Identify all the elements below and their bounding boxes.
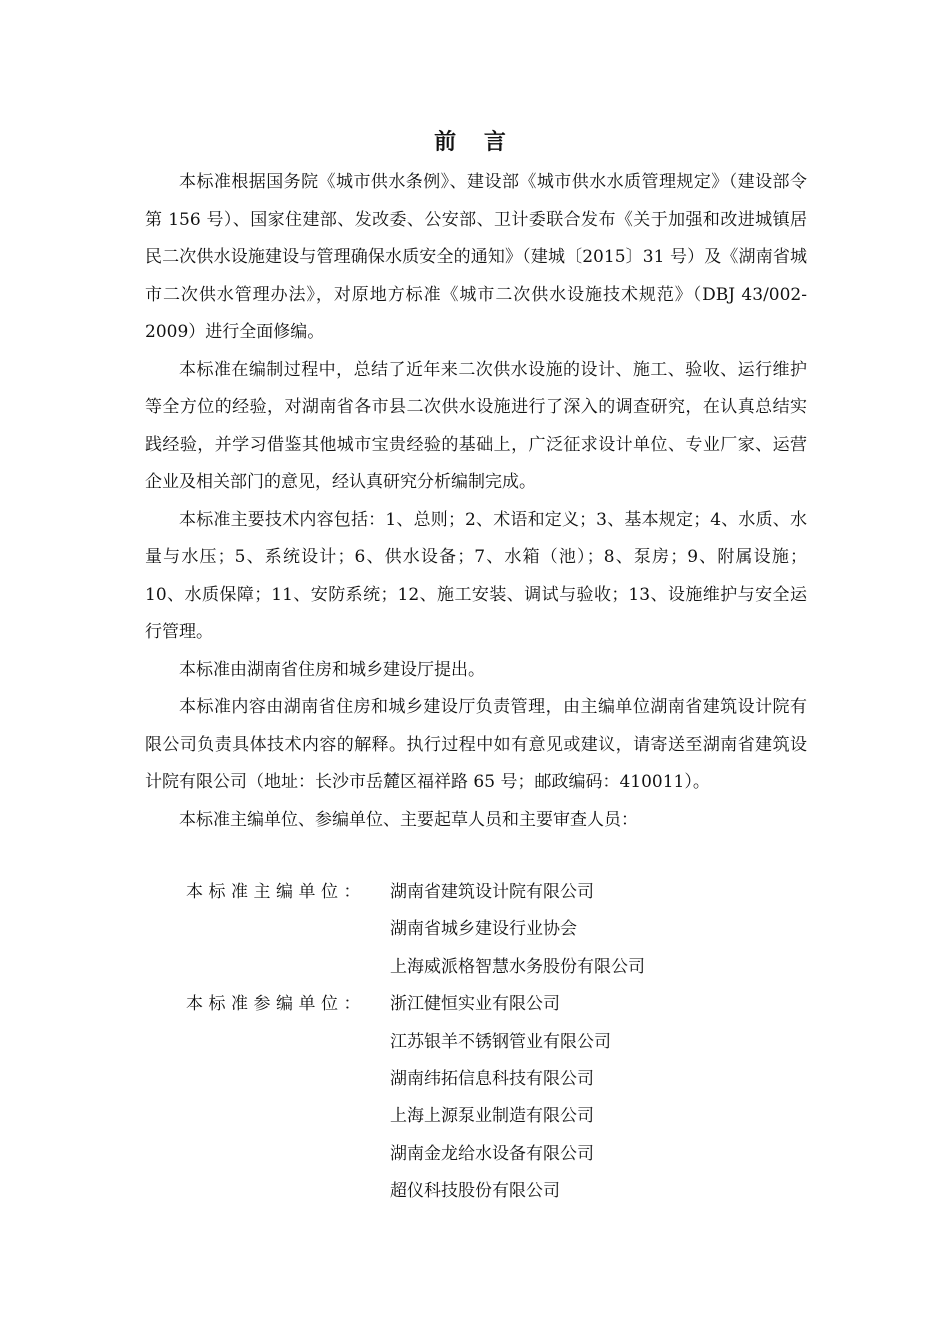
paragraph-basis: 本标准根据国务院《城市供水条例》、建设部《城市供水水质管理规定》（建设部令第 156 号）、国家住建部、发改委、公安部、卫计委联合发布《关于加强和改进城镇居民二次供水设施建设与管理确保水质安全的通知》（建城〔2015〕31 号）及《湖南省城市二次供水管理办法》，对原地方标准《城市二次供水设施技术规范》（DBJ 43/002-2009）进行全面修编。	[145, 172, 807, 342]
co-editor-unit: 浙江健恒实业有限公司	[390, 994, 560, 1015]
page-title: 前 言	[434, 129, 516, 155]
co-editor-row	[0, 1024, 950, 1061]
co-editor-unit: 湖南纬拓信息科技有限公司	[390, 1068, 594, 1089]
paragraph-proposer: 本标准由湖南省住房和城乡建设厅提出。	[179, 659, 485, 680]
chief-editor-row	[0, 911, 950, 948]
co-editor-row	[0, 1136, 950, 1173]
co-editor-row	[0, 986, 950, 1023]
preface-body	[145, 164, 807, 839]
chief-editor-unit: 湖南省建筑设计院有限公司	[390, 882, 594, 902]
paragraph-process: 本标准在编制过程中，总结了近年来二次供水设施的设计、施工、验收、运行维护等全方位的经验，对湖南省各市县二次供水设施进行了深入的调查研究，在认真总结实践经验，并学习借鉴其他城市宝贵经验的基础上，广泛征求设计单位、专业厂家、运营企业及相关部门的意见，经认真研究分析编制完成。	[145, 359, 807, 492]
chief-editor-label: 本标准主编单位：	[186, 882, 366, 902]
co-editor-unit: 江苏银羊不锈钢管业有限公司	[390, 1031, 611, 1052]
chief-editor-row	[0, 874, 950, 911]
chief-editor-row	[0, 949, 950, 986]
co-editor-unit: 湖南金龙给水设备有限公司	[390, 1143, 594, 1164]
co-editor-unit: 超仪科技股份有限公司	[390, 1181, 560, 1202]
co-editor-row	[0, 1061, 950, 1098]
co-editor-unit: 上海上源泵业制造有限公司	[390, 1106, 594, 1127]
editor-units	[0, 874, 950, 1211]
chief-editor-unit: 上海威派格智慧水务股份有限公司	[390, 956, 645, 977]
paragraph-contents: 本标准主要技术内容包括：1、总则；2、术语和定义；3、基本规定；4、水质、水量与水压；5、系统设计；6、供水设备；7、水箱（池）；8、泵房；9、附属设施；10、水质保障；11、安防系统；12、施工安装、调试与验收；13、设施维护与安全运行管理。	[145, 509, 807, 642]
paragraph-units-intro: 本标准主编单位、参编单位、主要起草人员和主要审查人员：	[179, 809, 638, 830]
co-editor-row	[0, 1098, 950, 1135]
co-editor-label: 本标准参编单位：	[186, 994, 366, 1015]
paragraph-management: 本标准内容由湖南省住房和城乡建设厅负责管理，由主编单位湖南省建筑设计院有限公司负责具体技术内容的解释。执行过程中如有意见或建议，请寄送至湖南省建筑设计院有限公司（地址：长沙市岳麓区福祥路 65 号；邮政编码：410011）。	[145, 697, 807, 792]
co-editor-row	[0, 1173, 950, 1210]
chief-editor-unit: 湖南省城乡建设行业协会	[390, 919, 577, 940]
